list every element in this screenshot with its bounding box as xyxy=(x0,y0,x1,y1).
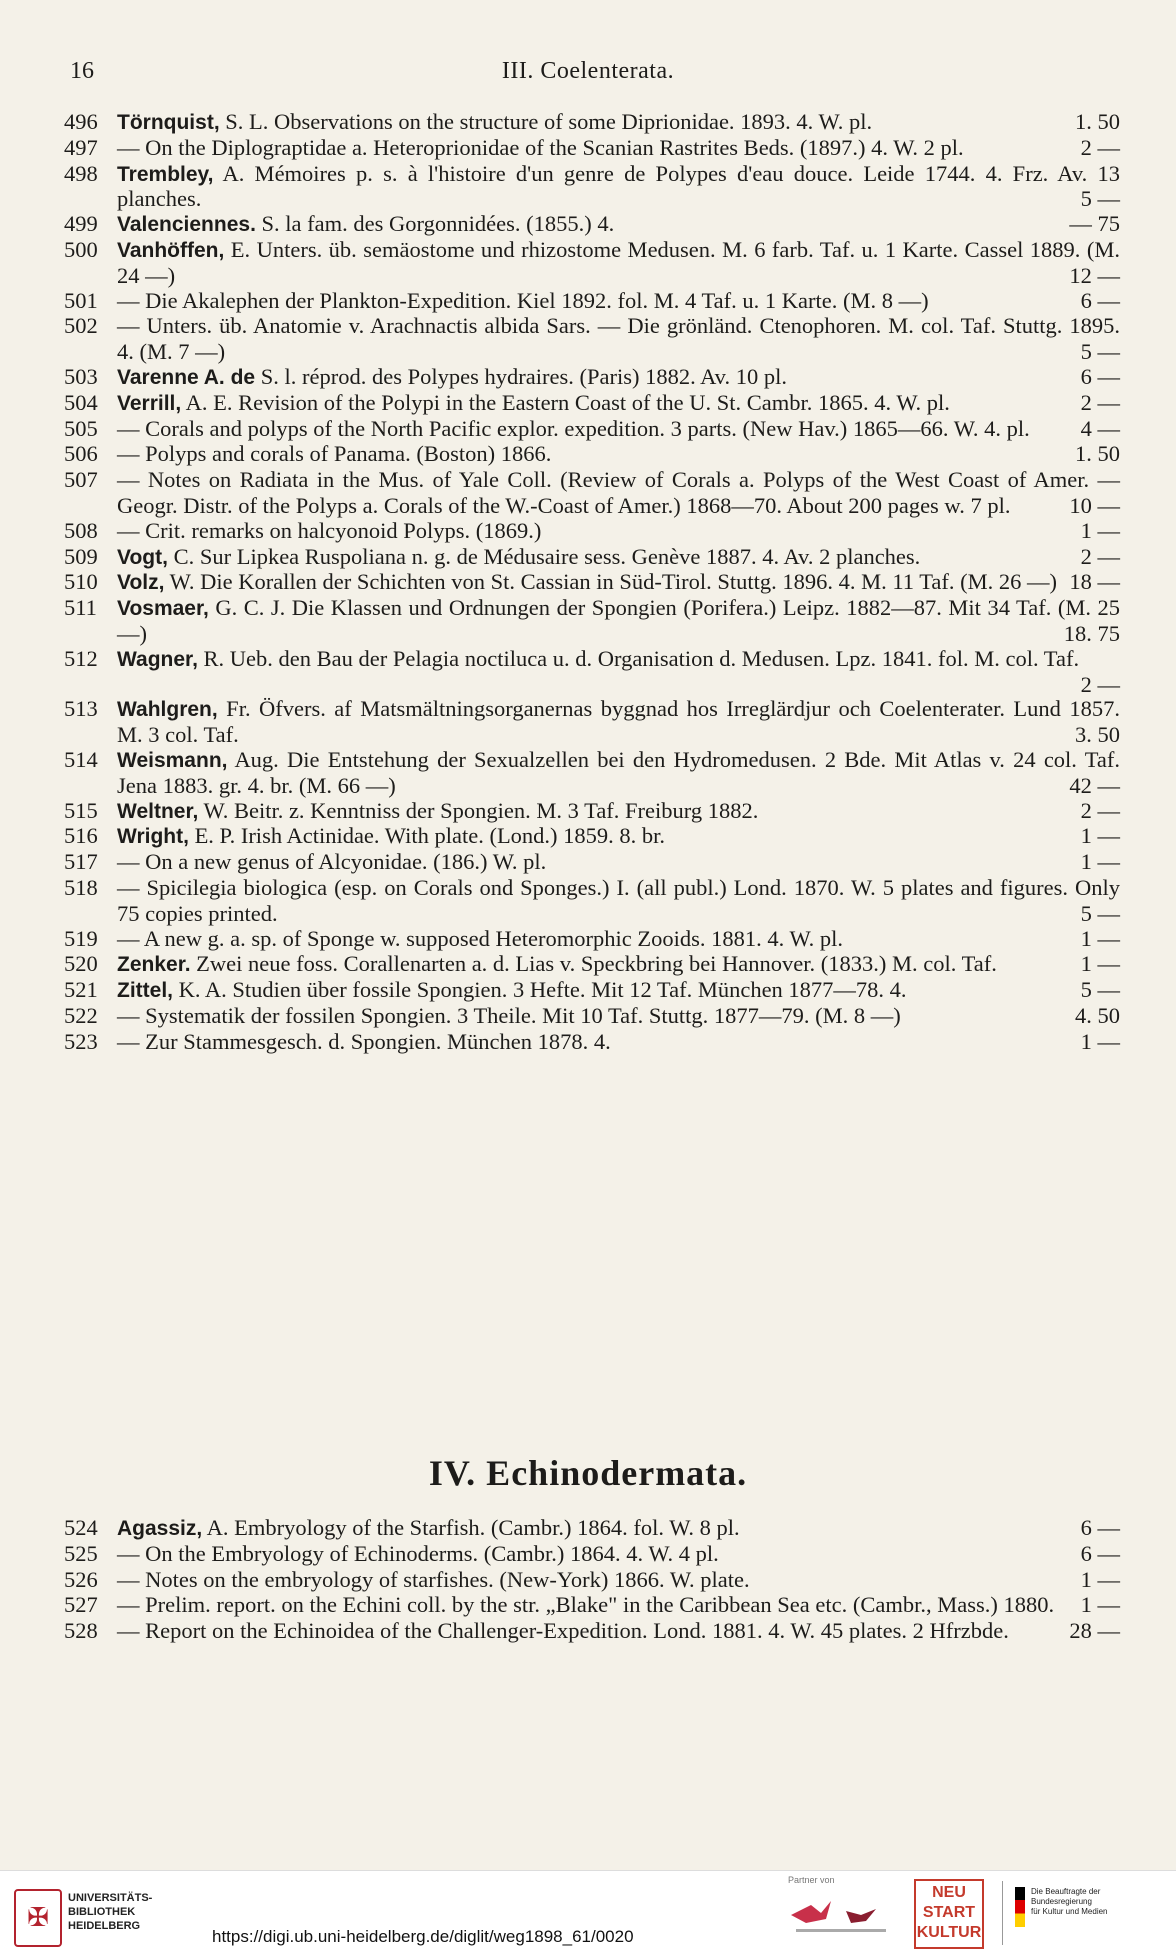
entry-price: 6 — xyxy=(1080,363,1120,389)
entry-body xyxy=(117,212,1122,238)
entry-body xyxy=(117,1593,1122,1619)
entry-price: 5 — xyxy=(1080,900,1120,926)
catalog-entry xyxy=(62,1568,1122,1594)
entry-author: Wagner, xyxy=(117,647,198,671)
entry-price: 6 — xyxy=(1080,1515,1120,1540)
entry-text: — A new g. a. sp. of Sponge w. supposed Heteromorphic Zooids. 1881. 4. W. pl. xyxy=(117,925,843,951)
entry-price: 1. 50 xyxy=(1075,441,1120,467)
entry-text: Zwei neue foss. Corallenarten a. d. Lias v. Speckbring bei Hannover. (1833.) M. col. Taf. xyxy=(190,951,997,977)
entry-body xyxy=(117,468,1122,519)
entry-body xyxy=(117,238,1122,289)
entry-number: 521 xyxy=(64,977,98,1003)
entry-number: 509 xyxy=(64,543,98,569)
entry-text: — Corals and polyps of the North Pacific explor. expedition. 3 parts. (New Hav.) 1865—66. W. 4. pl. xyxy=(117,415,1030,441)
catalog-entry xyxy=(62,162,1122,213)
entry-body xyxy=(117,289,1122,315)
entry-text: — Polyps and corals of Panama. (Boston) 1866. xyxy=(117,441,552,467)
entry-number: 501 xyxy=(64,287,98,313)
entry-price: 5 — xyxy=(1080,977,1120,1003)
entry-number: 517 xyxy=(64,849,98,875)
entry-text: E. Unters. üb. semäostome und rhizostome Medusen. M. 6 farb. Taf. u. 1 Karte. Cassel 1889. (M. 24 —) xyxy=(117,236,1120,288)
entry-text: — On the Embryology of Echinoderms. (Cambr.) 1864. 4. W. 4 pl. xyxy=(117,1540,719,1566)
federal-flag-icon xyxy=(1015,1887,1025,1927)
page-number: 16 xyxy=(70,58,94,84)
catalog-entry xyxy=(62,570,1122,596)
catalog-entry xyxy=(62,1004,1122,1030)
entry-body xyxy=(117,110,1122,136)
entry-author: Agassiz, xyxy=(117,1517,203,1540)
entry-author: Zittel, xyxy=(117,979,173,1003)
entry-author: Vosmaer, xyxy=(117,597,209,621)
entry-number: 528 xyxy=(64,1618,98,1644)
entry-number: 505 xyxy=(64,415,98,441)
entry-body xyxy=(117,162,1122,213)
entry-body xyxy=(117,748,1122,799)
entry-body xyxy=(117,417,1122,443)
entry-author: Weltner, xyxy=(117,799,199,823)
entry-text: — Crit. remarks on halcyonoid Polyps. (1869.) xyxy=(117,517,542,543)
catalog-entry xyxy=(62,1619,1122,1645)
entry-number: 502 xyxy=(64,313,98,339)
university-logo[interactable] xyxy=(14,1885,174,1945)
entry-text: W. Beitr. z. Kenntniss der Spongien. M. 3 Taf. Freiburg 1882. xyxy=(198,797,759,823)
entry-body xyxy=(117,1030,1122,1056)
entry-price: 1 — xyxy=(1080,951,1120,977)
entry-number: 504 xyxy=(64,389,98,415)
entry-text: — Die Akalephen der Plankton-Expedition. Kiel 1892. fol. M. 4 Taf. u. 1 Karte. (M. 8 —) xyxy=(117,287,929,313)
entry-number: 523 xyxy=(64,1028,98,1054)
entry-body xyxy=(117,952,1122,978)
entry-price: 2 — xyxy=(1080,671,1120,697)
catalog-entry xyxy=(62,748,1122,799)
entry-number: 516 xyxy=(64,823,98,849)
entry-text: A. Embryology of the Starfish. (Cambr.) 1864. fol. W. 8 pl. xyxy=(202,1515,740,1540)
catalog-entry xyxy=(62,876,1122,927)
entry-price: 6 — xyxy=(1080,1540,1120,1566)
entry-number: 520 xyxy=(64,951,98,977)
entry-body xyxy=(117,978,1122,1004)
entry-text: — On the Diplograptidae a. Heteroprionidae of the Scanian Rastrites Beds. (1897.) 4. W. 2 pl. xyxy=(117,134,964,160)
catalog-entry xyxy=(62,697,1122,748)
entry-price: 4. 50 xyxy=(1075,1002,1120,1028)
seal-icon: ✠ xyxy=(14,1889,62,1947)
catalog-entry xyxy=(62,799,1122,825)
entry-text: — Notes on the embryology of starfishes. (New-York) 1866. W. plate. xyxy=(117,1566,750,1592)
catalog-entry xyxy=(62,212,1122,238)
catalog-entry xyxy=(62,365,1122,391)
footer-bar xyxy=(0,1870,1176,1957)
entry-price: 1 — xyxy=(1080,1592,1120,1618)
page-header xyxy=(62,58,1114,88)
entry-price: 28 — xyxy=(1069,1618,1120,1644)
entry-text: R. Ueb. den Bau der Pelagia noctiluca u. d. Organisation d. Medusen. Lpz. 1841. fol. M. col. Taf. xyxy=(197,645,1080,671)
entry-number: 522 xyxy=(64,1002,98,1028)
entry-body xyxy=(117,647,1122,698)
catalog-entry xyxy=(62,1542,1122,1568)
entry-author: Wahlgren, xyxy=(117,698,218,722)
entry-author: Vanhöffen, xyxy=(117,238,225,262)
catalog-entry xyxy=(62,442,1122,468)
entry-body xyxy=(117,314,1122,365)
entry-number: 513 xyxy=(64,696,98,722)
catalog-entry xyxy=(62,519,1122,545)
entry-author: Weismann, xyxy=(117,748,228,772)
entry-text: Fr. Öfvers. af Matsmältningsorganernas byggnad hos Irreglärdjur och Coelenterater. Lund 1857. M. 3 col. Taf. xyxy=(117,696,1120,748)
entry-body xyxy=(117,570,1122,596)
entry-price: 42 — xyxy=(1069,772,1120,798)
entry-body xyxy=(117,1516,1122,1542)
entry-price: 6 — xyxy=(1080,287,1120,313)
entry-number: 496 xyxy=(64,109,98,134)
entry-number: 514 xyxy=(64,746,98,772)
entry-number: 498 xyxy=(64,160,98,186)
catalog-entry xyxy=(62,417,1122,443)
entry-number: 525 xyxy=(64,1540,98,1566)
bird-logo-icon[interactable] xyxy=(786,1893,896,1937)
entry-number: 500 xyxy=(64,236,98,262)
entry-text: — Unters. üb. Anatomie v. Arachnactis albida Sars. — Die grönländ. Ctenophoren. M. col. Taf. Stuttg. 1895. 4. (M. 7 —) xyxy=(117,313,1120,365)
entry-number: 507 xyxy=(64,467,98,493)
entry-text: K. A. Studien über fossile Spongien. 3 Hefte. Mit 12 Taf. München 1877—78. 4. xyxy=(173,977,907,1003)
entry-number: 526 xyxy=(64,1566,98,1592)
entry-number: 527 xyxy=(64,1592,98,1618)
entry-text: S. L. Observations on the structure of some Diprionidae. 1893. 4. W. pl. xyxy=(219,109,873,134)
entry-number: 506 xyxy=(64,441,98,467)
entry-text: — On a new genus of Alcyonidae. (186.) W. pl. xyxy=(117,849,547,875)
entry-body xyxy=(117,850,1122,876)
entry-price: 1 — xyxy=(1080,849,1120,875)
entry-number: 497 xyxy=(64,134,98,160)
entry-author: Trembley, xyxy=(117,162,214,186)
entries-echinodermata xyxy=(62,1516,1122,1645)
entry-price: 1. 50 xyxy=(1075,109,1120,134)
entry-price: 1 — xyxy=(1080,1566,1120,1592)
entry-text: Aug. Die Entstehung der Sexualzellen bei den Hydromedusen. 2 Bde. Mit Atlas v. 24 col. Taf. Jena 1883. gr. 4. br. (M. 66 —) xyxy=(117,746,1120,798)
entry-number: 510 xyxy=(64,569,98,595)
entry-author: Volz, xyxy=(117,571,165,595)
entry-price: 2 — xyxy=(1080,389,1120,415)
entry-author: Varenne A. de xyxy=(117,365,256,389)
entry-text: S. la fam. des Gorgonnidées. (1855.) 4. xyxy=(255,211,615,237)
entry-body xyxy=(117,1542,1122,1568)
entry-price: 2 — xyxy=(1080,797,1120,823)
catalog-entry xyxy=(62,1593,1122,1619)
catalog-entry xyxy=(62,850,1122,876)
entry-author: Valenciennes. xyxy=(117,213,256,237)
entry-number: 511 xyxy=(64,595,97,621)
entry-text: — Prelim. report. on the Echini coll. by the str. „Blake" in the Caribbean Sea etc. (Cambr., Mass.) 1880. xyxy=(117,1592,1055,1618)
entry-price: 1 — xyxy=(1080,517,1120,543)
entry-text: A. Mémoires p. s. à l'histoire d'un genre de Polypes d'eau douce. Leide 1744. 4. Frz. Av. 13 planches. xyxy=(117,160,1120,212)
catalog-entry xyxy=(62,1516,1122,1542)
entry-price: 2 — xyxy=(1080,134,1120,160)
entry-author: Zenker. xyxy=(117,953,191,977)
entry-text: G. C. J. Die Klassen und Ordnungen der Spongien (Porifera.) Leipz. 1882—87. Mit 34 Taf. (M. 25 —) xyxy=(117,595,1120,646)
entry-price: 2 — xyxy=(1080,543,1120,569)
catalog-entry xyxy=(62,1030,1122,1056)
entry-body xyxy=(117,799,1122,825)
entry-author: Törnquist, xyxy=(117,111,220,134)
entry-body xyxy=(117,876,1122,927)
entry-body xyxy=(117,519,1122,545)
entry-body xyxy=(117,391,1122,417)
entry-price: — 75 xyxy=(1069,211,1120,237)
entry-price: 5 — xyxy=(1080,339,1120,365)
entry-body xyxy=(117,136,1122,162)
entry-text: — Spicilegia biologica (esp. on Corals ond Sponges.) I. (all publ.) Lond. 1870. W. 5 plates and figures. Only 75 copies printed. xyxy=(117,874,1120,926)
entry-text: A. E. Revision of the Polypi in the Eastern Coast of the U. St. Cambr. 1865. 4. W. pl. xyxy=(181,389,950,415)
entry-text: — Zur Stammesgesch. d. Spongien. München 1878. 4. xyxy=(117,1028,611,1054)
entry-number: 519 xyxy=(64,925,98,951)
library-name: UNIVERSITÄTS- BIBLIOTHEK HEIDELBERG xyxy=(68,1892,153,1932)
entry-number: 503 xyxy=(64,363,98,389)
neustart-kultur-logo[interactable]: NEU START KULTUR xyxy=(914,1879,984,1949)
entries-coelenterata xyxy=(62,110,1122,1055)
entry-number: 512 xyxy=(64,645,98,671)
entry-price: 10 — xyxy=(1069,492,1120,518)
entry-body xyxy=(117,596,1122,647)
entry-text: W. Die Korallen der Schichten von St. Cassian in Süd-Tirol. Stuttg. 1896. 4. M. 11 Taf. (M. 26 —) xyxy=(164,569,1058,595)
catalog-entry xyxy=(62,391,1122,417)
catalog-entry xyxy=(62,110,1122,136)
entry-author: Wright, xyxy=(117,825,189,849)
entry-text: C. Sur Lipkea Ruspoliana n. g. de Médusaire sess. Genève 1887. 4. Av. 2 planches. xyxy=(167,543,921,569)
entry-body xyxy=(117,824,1122,850)
entry-price: 1 — xyxy=(1080,1028,1120,1054)
catalog-entry xyxy=(62,596,1122,647)
catalog-entry xyxy=(62,927,1122,953)
entry-text: E. P. Irish Actinidae. With plate. (Lond.) 1859. 8. br. xyxy=(188,823,666,849)
entry-price: 4 — xyxy=(1080,415,1120,441)
entry-text: S. l. réprod. des Polypes hydraires. (Paris) 1882. Av. 10 pl. xyxy=(255,363,787,389)
entry-price: 12 — xyxy=(1069,262,1120,288)
entry-body xyxy=(117,1619,1122,1645)
entry-body xyxy=(117,365,1122,391)
entry-price: 3. 50 xyxy=(1075,722,1120,748)
entry-text: — Report on the Echinoidea of the Challenger-Expedition. Lond. 1881. 4. W. 45 plates. 2 Hfrzbde. xyxy=(117,1618,1009,1644)
catalog-entry xyxy=(62,238,1122,289)
entry-number: 518 xyxy=(64,874,98,900)
entry-author: Vogt, xyxy=(117,545,168,569)
catalog-entry xyxy=(62,314,1122,365)
bkm-text: Die Beauftragte der Bundesregierung für Kultur und Medien xyxy=(1031,1887,1108,1916)
catalog-entry xyxy=(62,545,1122,571)
entry-text: — Systematik der fossilen Spongien. 3 Theile. Mit 10 Taf. Stuttg. 1877—79. (M. 8 —) xyxy=(117,1002,901,1028)
catalog-entry xyxy=(62,468,1122,519)
entry-number: 499 xyxy=(64,211,98,237)
entry-body xyxy=(117,1568,1122,1594)
catalog-entry xyxy=(62,136,1122,162)
entry-body xyxy=(117,697,1122,748)
catalog-entry xyxy=(62,647,1122,698)
entry-price: 18. 75 xyxy=(1063,620,1120,646)
catalog-entry xyxy=(62,978,1122,1004)
catalog-entry xyxy=(62,289,1122,315)
entry-body xyxy=(117,927,1122,953)
entry-price: 18 — xyxy=(1069,569,1120,595)
catalog-entry xyxy=(62,824,1122,850)
entry-number: 524 xyxy=(64,1515,98,1540)
entry-body xyxy=(117,442,1122,468)
entry-number: 515 xyxy=(64,797,98,823)
partner-label: Partner von xyxy=(788,1875,835,1885)
entry-body xyxy=(117,1004,1122,1030)
running-title: III. Coelenterata. xyxy=(501,58,675,84)
section-heading: IV. Echinodermata. xyxy=(428,1453,748,1493)
entry-body xyxy=(117,545,1122,571)
entry-number: 508 xyxy=(64,517,98,543)
permalink-url[interactable]: https://digi.ub.uni-heidelberg.de/diglit/weg1898_61/0020 xyxy=(212,1927,634,1946)
entry-price: 1 — xyxy=(1080,925,1120,951)
entry-price: 1 — xyxy=(1080,823,1120,849)
bkm-logo[interactable] xyxy=(1002,1881,1163,1945)
entry-price: 5 — xyxy=(1080,186,1120,212)
entry-text: — Notes on Radiata in the Mus. of Yale Coll. (Review of Corals a. Polyps of the West Coast of Amer. — Geogr. Distr. of the Polyps a. Corals of the W.-Coast of Amer.) 1868—70. About 200 pages w. 7 pl. xyxy=(117,467,1120,518)
entry-author: Verrill, xyxy=(117,391,182,415)
catalog-entry xyxy=(62,952,1122,978)
